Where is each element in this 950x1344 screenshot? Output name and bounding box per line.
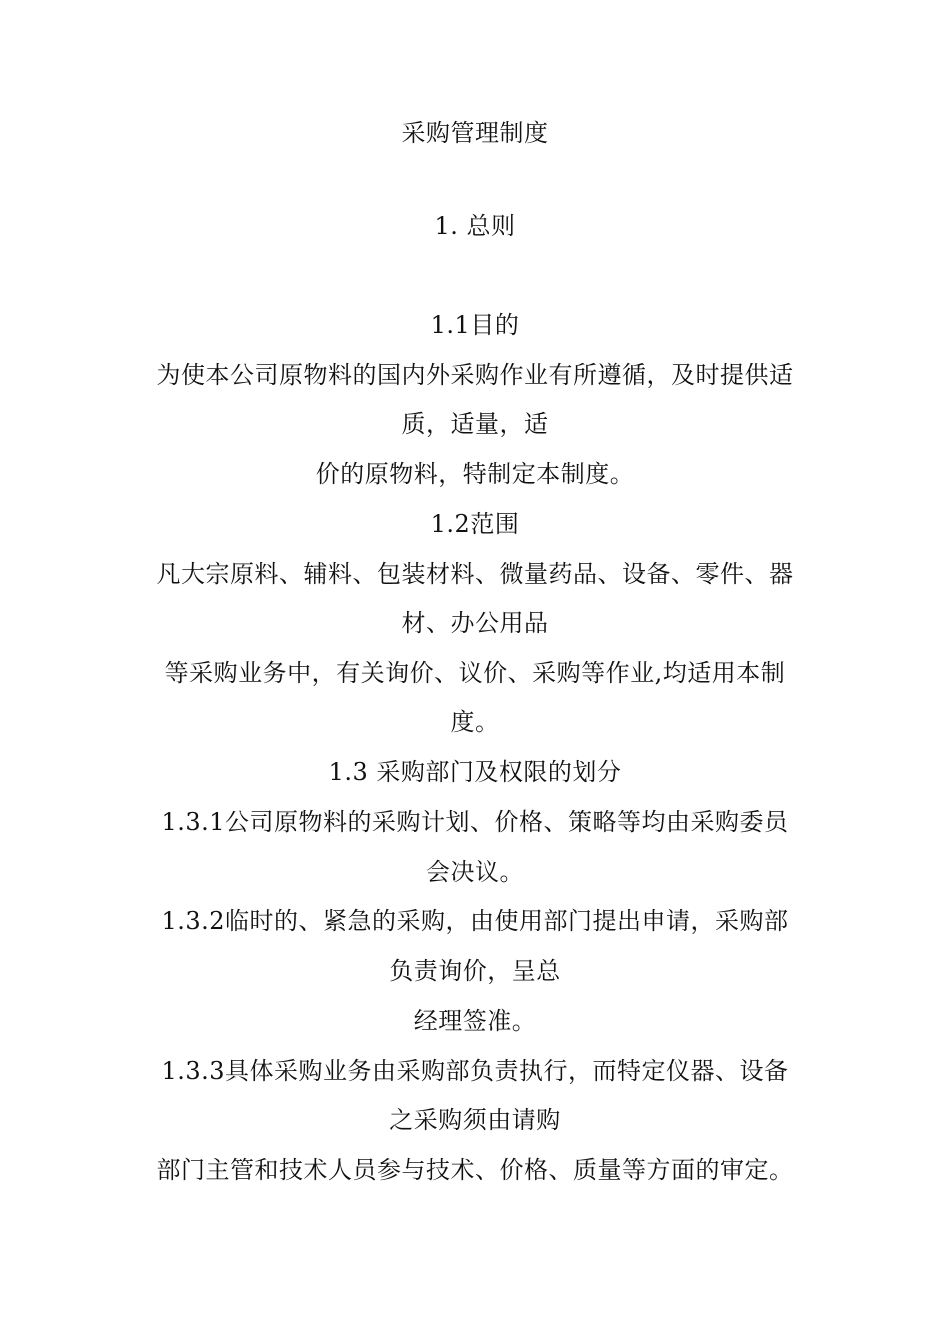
document-title: 采购管理制度 bbox=[401, 119, 549, 147]
purpose-paragraph-line: 为使本公司原物料的国内外采购作业有所遵循，及时提供适 bbox=[156, 361, 794, 389]
scope-paragraph-line: 材、办公用品 bbox=[401, 609, 549, 637]
item-1-3-3-line: 之采购须由请购 bbox=[389, 1106, 561, 1134]
section-heading-general: 1. 总则 bbox=[434, 212, 516, 240]
scope-paragraph-line: 凡大宗原料、辅料、包装材料、微量药品、设备、零件、器 bbox=[156, 560, 794, 588]
item-1-3-2-line: 经理签准。 bbox=[413, 1007, 537, 1035]
subsection-heading-purpose: 1.1目的 bbox=[430, 311, 520, 339]
item-1-3-3-line: 部门主管和技术人员参与技术、价格、质量等方面的审定。 bbox=[156, 1156, 794, 1184]
subsection-heading-departments: 1.3 采购部门及权限的划分 bbox=[328, 758, 622, 786]
scope-paragraph-line: 度。 bbox=[450, 708, 500, 736]
item-1-3-1-line: 1.3.1公司原物料的采购计划、价格、策略等均由采购委员 bbox=[161, 808, 789, 836]
purpose-paragraph-line: 价的原物料，特制定本制度。 bbox=[315, 460, 635, 488]
scope-paragraph-line: 等采购业务中，有关询价、议价、采购等作业,均适用本制 bbox=[164, 659, 786, 687]
item-1-3-1-line: 会决议。 bbox=[426, 858, 524, 886]
item-1-3-2-line: 1.3.2临时的、紧急的采购，由使用部门提出申请，采购部 bbox=[161, 907, 789, 935]
item-1-3-3-line: 1.3.3具体采购业务由采购部负责执行，而特定仪器、设备 bbox=[161, 1057, 789, 1085]
subsection-heading-scope: 1.2范围 bbox=[430, 510, 520, 538]
purpose-paragraph-line: 质，适量，适 bbox=[401, 410, 549, 438]
item-1-3-2-line: 负责询价，呈总 bbox=[389, 957, 561, 985]
